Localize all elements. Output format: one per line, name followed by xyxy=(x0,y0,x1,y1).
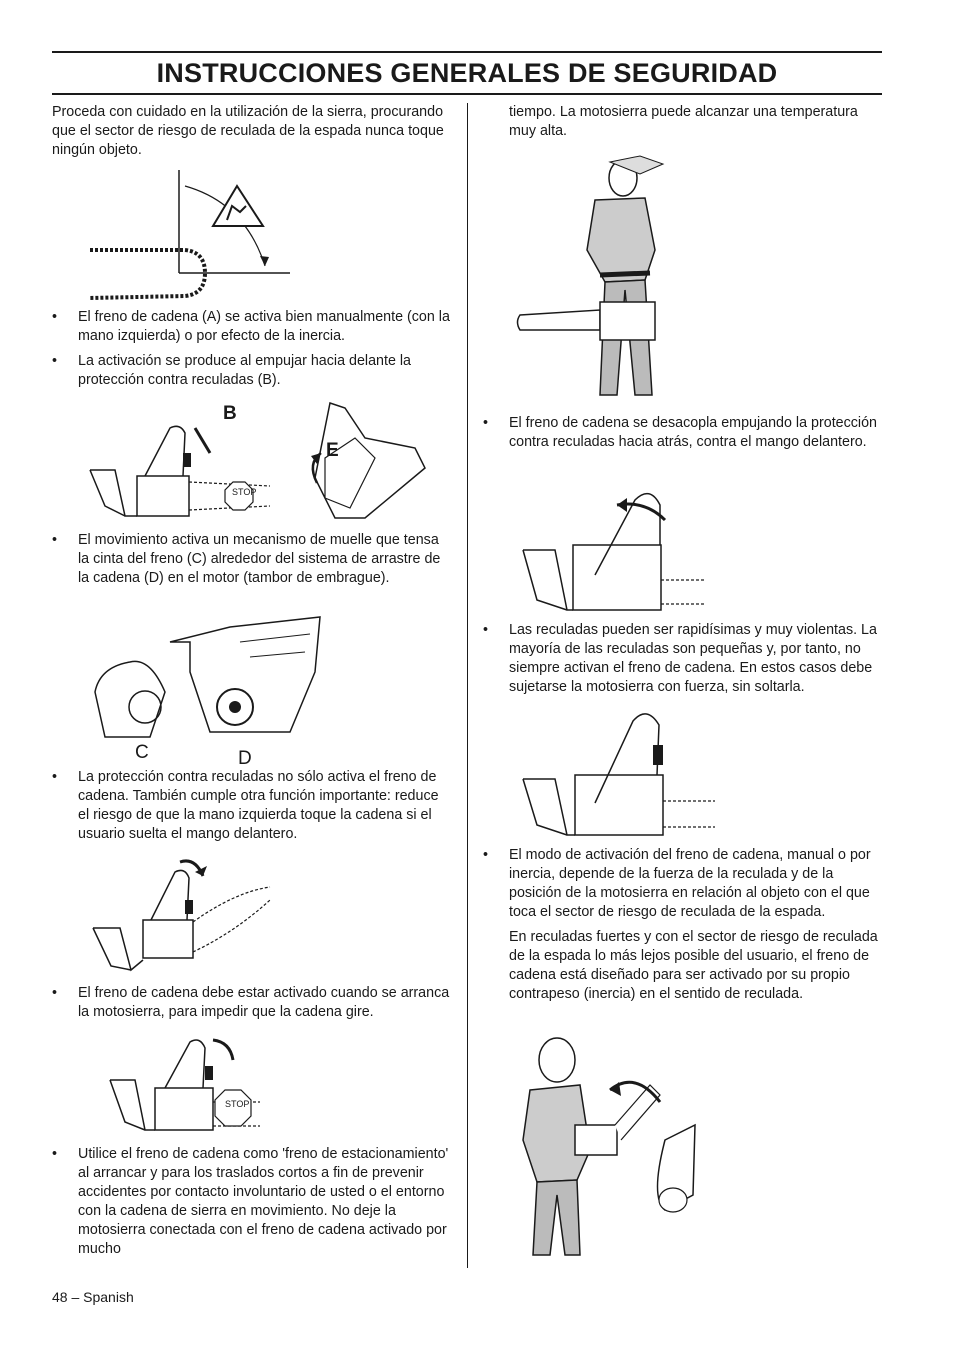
page-footer: 48 – Spanish xyxy=(52,1289,134,1305)
left-bullet-start xyxy=(52,984,452,1022)
stop-sign-label: STOP xyxy=(225,1099,250,1109)
column-divider xyxy=(467,103,468,1268)
brake-band-clutch-illustration xyxy=(90,612,330,770)
right-bullet-violent xyxy=(483,621,885,697)
firm-grip-illustration xyxy=(515,703,720,838)
list-item: • El movimiento activa un mecanismo de muelle que tensa la cinta del freno (C) alrededor del sistema de arrastre de la cadena (D) en el motor (tambor de embrague). xyxy=(52,531,452,588)
list-item: • La activación se produce al empujar hacia delante la protección contra reculadas (B). xyxy=(52,352,452,390)
header-top-rule xyxy=(52,51,882,53)
kickback-zone-illustration xyxy=(85,168,300,308)
left-bullets-a xyxy=(52,308,452,390)
page-title: INSTRUCCIONES GENERALES DE SEGURIDAD xyxy=(156,58,778,88)
label-e: E xyxy=(326,440,339,461)
list-item: • La protección contra reculadas no sólo activa el freno de cadena. También cumple otra función importante: reduce el riesgo de que la mano izquierda toque la cadena si el usuario suelta el mango delantero. xyxy=(52,768,452,844)
left-bullet-parking xyxy=(52,1145,452,1259)
label-c: C xyxy=(135,742,149,763)
right-bullet-mode xyxy=(483,846,885,1004)
list-item: • Las reculadas pueden ser rapidísimas y muy violentas. La mayoría de las reculadas son pequeñas y, por tanto, no siempre activan el freno de cadena. En estos casos debe sujetarse la motosierra con fuerza, sin soltarla. xyxy=(483,621,885,697)
header-bottom-rule xyxy=(52,93,882,95)
intro-text: Proceda con cuidado en la utilización de la sierra, procurando que el sector de riesgo de reculada de la espada nunca toque ningún objeto. xyxy=(52,104,444,158)
right-continuation xyxy=(483,103,885,141)
label-d: D xyxy=(238,748,252,769)
left-bullet-guard xyxy=(52,768,452,844)
list-item: • El freno de cadena se desacopla empujando la protección contra reculadas hacia atrás, contra el mango delantero. xyxy=(483,414,885,452)
list-item: • El freno de cadena debe estar activado cuando se arranca la motosierra, para impedir que la cadena gire. xyxy=(52,984,452,1022)
right-bullet-release xyxy=(483,414,885,452)
list-item: • Utilice el freno de cadena como 'freno de estacionamiento' al arrancar y para los traslados cortos a fin de prevenir accidentes por contacto involuntario de usted o el entorno con la cadena de sierra en movimiento. No deje la motosierra conectada con el freno de cadena activado por mucho xyxy=(52,1145,452,1259)
list-item: • El modo de activación del freno de cadena, manual o por inercia, depende de la fuerza de la reculada y de la posición de la motosierra en relación al objeto con el que toca el sector de riesgo de reculada de la espada. xyxy=(483,846,885,922)
kickback-inertia-illustration xyxy=(515,1030,700,1260)
hand-guard-illustration xyxy=(85,852,275,980)
continuation-text: tiempo. La motosierra puede alcanzar una temperatura muy alta. xyxy=(509,104,858,139)
operator-standing-illustration xyxy=(515,150,675,405)
label-b: B xyxy=(223,403,237,424)
left-intro xyxy=(52,103,452,160)
start-brake-illustration xyxy=(105,1030,265,1138)
list-item: • El freno de cadena (A) se activa bien manualmente (con la mano izquierda) o por efecto de la inercia. xyxy=(52,308,452,346)
stop-sign-label: STOP xyxy=(232,487,257,497)
brake-release-illustration xyxy=(515,480,710,615)
left-bullet-spring xyxy=(52,531,452,588)
inertia-paragraph: En reculadas fuertes y con el sector de riesgo de reculada de la espada lo más lejos posible del usuario, el freno de cadena está diseñado para ser activado por su propio contrapeso (inercia) en el sentido de reculada. xyxy=(509,929,878,1002)
brake-activation-illustration xyxy=(85,398,435,528)
